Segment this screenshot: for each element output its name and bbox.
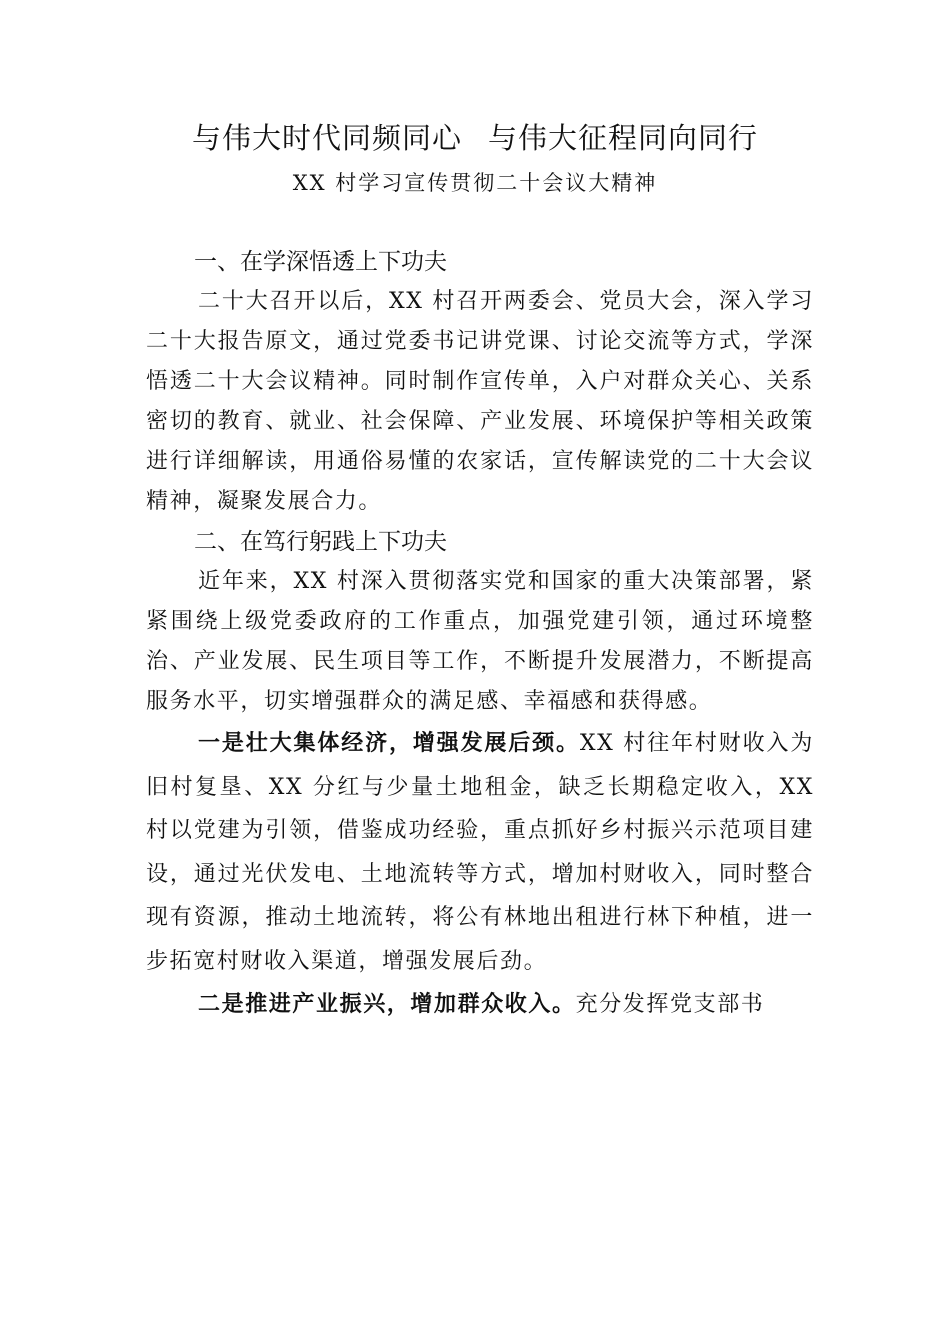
section-paragraph-1: 二十大召开以后，XX 村召开两委会、党员大会，深入学习二十大报告原文，通过党委书记讲党课、讨论交流等方式，学深悟透二十大会议精神。同时制作宣传单，入户对群众关心、关系密切的教育、就业、社会保障、产业发展、环境保护等相关政策进行详细解读，用通俗易懂的农家话，宣传解读党的二十大会议精神，凝聚发展合力。	[146, 289, 814, 514]
point-text-1: XX 村往年村财收入为旧村复垦、XX 分红与少量土地租金，缺乏长期稳定收入，XX 村以党建为引领，借鉴成功经验，重点抓好乡村振兴示范项目建设，通过光伏发电、土地流转等方式，增加村财收入，同时整合现有资源，推动土地流转，将公有林地出租进行林下种植，进一步拓宽村财收入渠道，增强发展后劲。	[146, 731, 814, 974]
section-paragraph-2: 近年来，XX 村深入贯彻落实党和国家的重大决策部署，紧紧围绕上级党委政府的工作重点，加强党建引领，通过环境整治、产业发展、民生项目等工作，不断提升发展潜力，不断提高服务水平，切实增强群众的满足感、幸福感和获得感。	[146, 569, 814, 714]
document-body	[146, 242, 814, 1027]
point-lead-1: 一是壮大集体经济，增强发展后颈。	[198, 731, 580, 756]
point-text-2: 充分发挥党支部书	[575, 992, 765, 1017]
point-paragraph-2	[146, 983, 814, 1027]
title-part-2: 与伟大征程同向同行	[488, 121, 759, 155]
section-heading-2: 二、在笃行躬践上下功夫	[194, 529, 447, 555]
title-part-1: 与伟大时代同频同心	[191, 121, 462, 155]
document-subtitle: XX 村学习宣传贯彻二十会议大精神	[292, 171, 658, 195]
document-title	[0, 118, 950, 158]
point-paragraph-1	[146, 722, 814, 983]
section-heading-1: 一、在学深悟透上下功夫	[194, 249, 447, 275]
point-lead-2: 二是推进产业振兴，增加群众收入。	[198, 992, 576, 1017]
